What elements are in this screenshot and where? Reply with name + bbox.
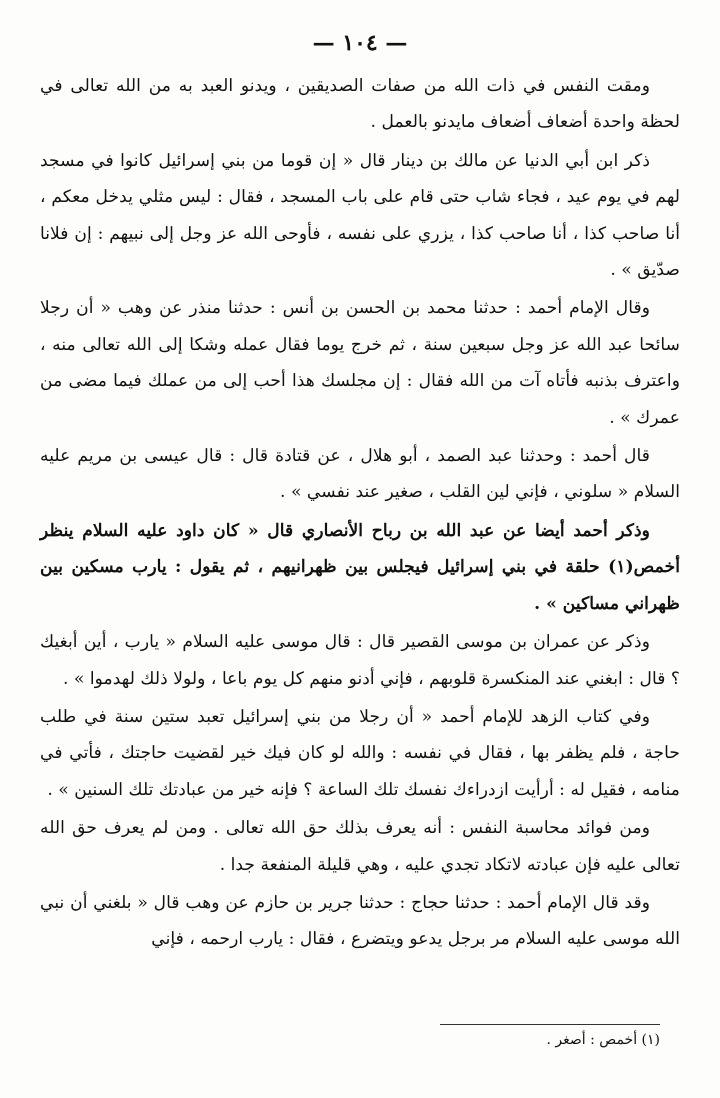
- paragraph-2: ذكر ابن أبي الدنيا عن مالك بن دينار قال « إن قوما من بني إسرائيل كانوا في مسجد لهم في يوم عيد ، فجاء شاب حتى قام على باب المسجد ، فقال : ليس مثلي يدخل معكم ، أنا صاحب كذا ، أنا صاحب كذا ، يزري على نفسه ، فأوحى الله عز وجل إلى نبيهم : إن فلانا صدّيق » .: [40, 150, 680, 281]
- body-text: [40, 68, 680, 958]
- page-number: — ١٠٤ —: [312, 30, 408, 56]
- paragraph-7: وفي كتاب الزهد للإمام أحمد « أن رجلا من بني إسرائيل تعبد ستين سنة في طلب حاجة ، فلم يظفر بها ، فقال في نفسه : والله لو كان فيك خير لقضيت حاجتك ، فأتي في منامه ، فقيل له : أرأيت ازدراءك نفسك تلك الساعة ؟ فإنه خير من عبادتك تلك السنين » .: [40, 706, 680, 800]
- paragraph-1: ومقت النفس في ذات الله من صفات الصديقين ، ويدنو العبد به من الله تعالى في لحظة واحدة أضعاف أضعاف مايدنو بالعمل .: [40, 76, 680, 133]
- paragraph-4: قال أحمد : وحدثنا عبد الصمد ، أبو هلال ، عن قتادة قال : قال عيسى بن مريم عليه السلام « سلوني ، فإني لين القلب ، صغير عند نفسي » .: [40, 446, 680, 503]
- paragraph-3: وقال الإمام أحمد : حدثنا محمد بن الحسن بن أنس : حدثنا منذر عن وهب « أن رجلا سائحا عبد الله عز وجل سبعين سنة ، ثم خرج يوما فقال عمله وشكا إلى الله تعالى منه ، واعترف بذنبه فأتاه آت من الله فقال : إن مجلسك هذا أحب إلى من عملك فيما مضى من عمرك » .: [40, 298, 680, 428]
- paragraph-5: وذكر أحمد أيضا عن عبد الله بن رباح الأنصاري قال « كان داود عليه السلام ينظر أخمص(١) حلقة في بني إسرائيل فيجلس بين ظهرانيهم ، ثم يقول : يارب مسكين بين ظهراني مساكين » .: [40, 520, 680, 614]
- paragraph-6: وذكر عن عمران بن موسى القصير قال : قال موسى عليه السلام « يارب ، أين أبغيك ؟ قال : ابغني عند المنكسرة قلوبهم ، فإني أدنو منهم كل يوم باعا ، ولولا ذلك لهدموا » .: [40, 632, 680, 689]
- footnote: (١) أخمص : أصغر .: [546, 1032, 660, 1048]
- paragraph-8: ومن فوائد محاسبة النفس : أنه يعرف بذلك حق الله تعالى . ومن لم يعرف حق الله تعالى عليه فإن عبادته لاتكاد تجدي عليه ، وهي قليلة المنفعة جدا .: [40, 818, 680, 875]
- footnote-divider: [440, 1024, 660, 1025]
- paragraph-9: وقد قال الإمام أحمد : حدثنا حجاج : حدثنا جرير بن حازم عن وهب قال « بلغني أن نبي الله موسى عليه السلام مر برجل يدعو ويتضرع ، فقال : يارب ارحمه ، فإني: [40, 892, 680, 950]
